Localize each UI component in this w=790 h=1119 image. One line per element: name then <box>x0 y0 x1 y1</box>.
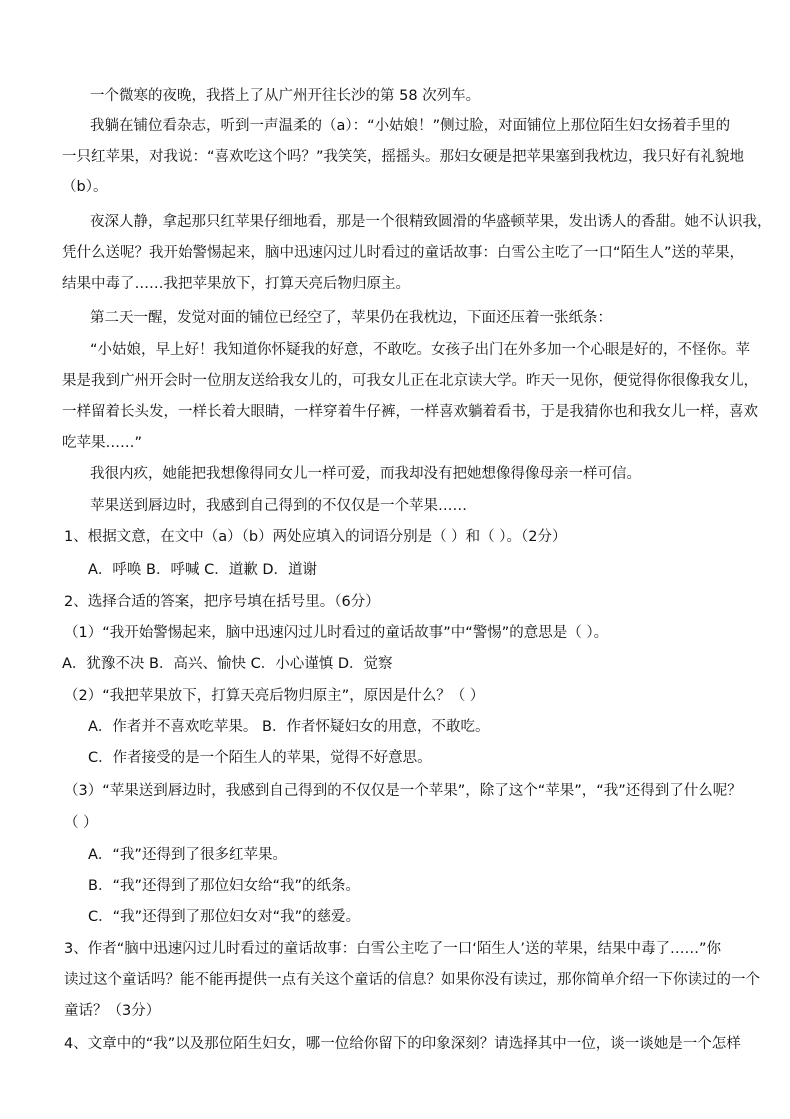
question-2-1-stem: （1）“我开始警惕起来，脑中迅速闪过儿时看过的童话故事”中“警惕”的意思是（ ）。 <box>64 625 609 641</box>
passage-p3-line2: 凭什么送呢？我开始警惕起来，脑中迅速闪过儿时看过的童话故事：白雪公主吃了一口“陌生人”送的苹果， <box>62 245 745 261</box>
question-3-line1: 3、作者“脑中迅速闪过儿时看过的童话故事：白雪公主吃了一口‘陌生人’送的苹果，结果中毒了……”你 <box>64 941 721 957</box>
passage-p7: 苹果送到唇边时，我感到自己得到的不仅仅是一个苹果…… <box>90 498 467 514</box>
question-2-2-options-line1: A．作者并不喜欢吃苹果。 B．作者怀疑妇女的用意，不敢吃。 <box>88 719 490 735</box>
question-2-3-option-c: C．“我”还得到了那位妇女对“我”的慈爱。 <box>88 909 361 925</box>
passage-p3-line1: 夜深人静，拿起那只红苹果仔细地看，那是一个很精致圆滑的华盛顿苹果，发出诱人的香甜。她不认识我， <box>90 214 772 230</box>
passage-p5-line4: 吃苹果……” <box>62 435 143 451</box>
passage-p3-line3: 结果中毒了……我把苹果放下，打算天亮后物归原主。 <box>62 276 410 292</box>
question-1-options: A．呼唤 B．呼喊 C．道歉 D．道谢 <box>88 562 317 578</box>
passage-p2-line2: 一只红苹果，对我说：“喜欢吃这个吗？”我笑笑，摇摇头。那妇女硬是把苹果塞到我枕边，我只好有礼貌地 <box>62 149 745 165</box>
passage-p5-line2: 果是我到广州开会时一位朋友送给我女儿的，可我女儿正在北京读大学。昨天一见你，便觉得你很像我女儿， <box>62 373 758 389</box>
question-2-1-options: A．犹豫不决 B．高兴、愉快 C．小心谨慎 D．觉察 <box>62 656 393 672</box>
question-2-2-stem: （2）“我把苹果放下，打算天亮后物归原主”，原因是什么？（ ） <box>64 688 485 704</box>
question-2-2-options-line2: C．作者接受的是一个陌生人的苹果，觉得不好意思。 <box>88 750 432 766</box>
question-3-line3: 童话？（3分） <box>64 1003 161 1019</box>
question-3-line2: 读过这个童话吗？能不能再提供一点有关这个童话的信息？如果你没有读过，那你简单介绍一下你读过的一个 <box>64 972 760 988</box>
passage-p5-line3: 一样留着长头发，一样长着大眼睛，一样穿着牛仔裤，一样喜欢躺着看书，于是我猜你也和我女儿一样，喜欢 <box>62 404 758 420</box>
passage-p1: 一个微寒的夜晚，我搭上了从广州开往长沙的第 58 次列车。 <box>90 88 481 104</box>
passage-p6: 我很内疚，她能把我想像得同女儿一样可爱，而我却没有把她想像得像母亲一样可信。 <box>90 466 641 482</box>
question-2-3-option-a: A．“我”还得到了很多红苹果。 <box>88 847 287 863</box>
question-2-3-option-b: B．“我”还得到了那位妇女给“我”的纸条。 <box>88 878 360 894</box>
question-2-stem: 2、选择合适的答案，把序号填在括号里。（6分） <box>64 594 380 610</box>
passage-p5-line1: “小姑娘，早上好！我知道你怀疑我的好意，不敢吃。女孩子出门在外多加一个心眼是好的，不怪你。苹 <box>90 342 751 358</box>
question-2-3-stem-line1: （3）“苹果送到唇边时，我感到自己得到的不仅仅是一个苹果”，除了这个“苹果”，“我”还得到了什么呢？ <box>64 783 742 799</box>
passage-p2-line1: 我躺在铺位看杂志，听到一声温柔的（a）：“小姑娘！”侧过脸，对面铺位上那位陌生妇女扬着手里的 <box>90 118 731 134</box>
question-1-stem: 1、根据文意，在文中（a）（b）两处应填入的词语分别是（ ）和（ ）。（2分） <box>64 529 567 545</box>
passage-p2-line3: （b）。 <box>62 179 108 195</box>
question-4-line1: 4、文章中的“我”以及那位陌生妇女，哪一位给你留下的印象深刻？请选择其中一位，谈一谈她是一个怎样 <box>64 1036 741 1052</box>
passage-p4: 第二天一醒，发觉对面的铺位已经空了，苹果仍在我枕边，下面还压着一张纸条： <box>90 310 612 326</box>
question-2-3-stem-line2: （ ） <box>64 815 98 831</box>
